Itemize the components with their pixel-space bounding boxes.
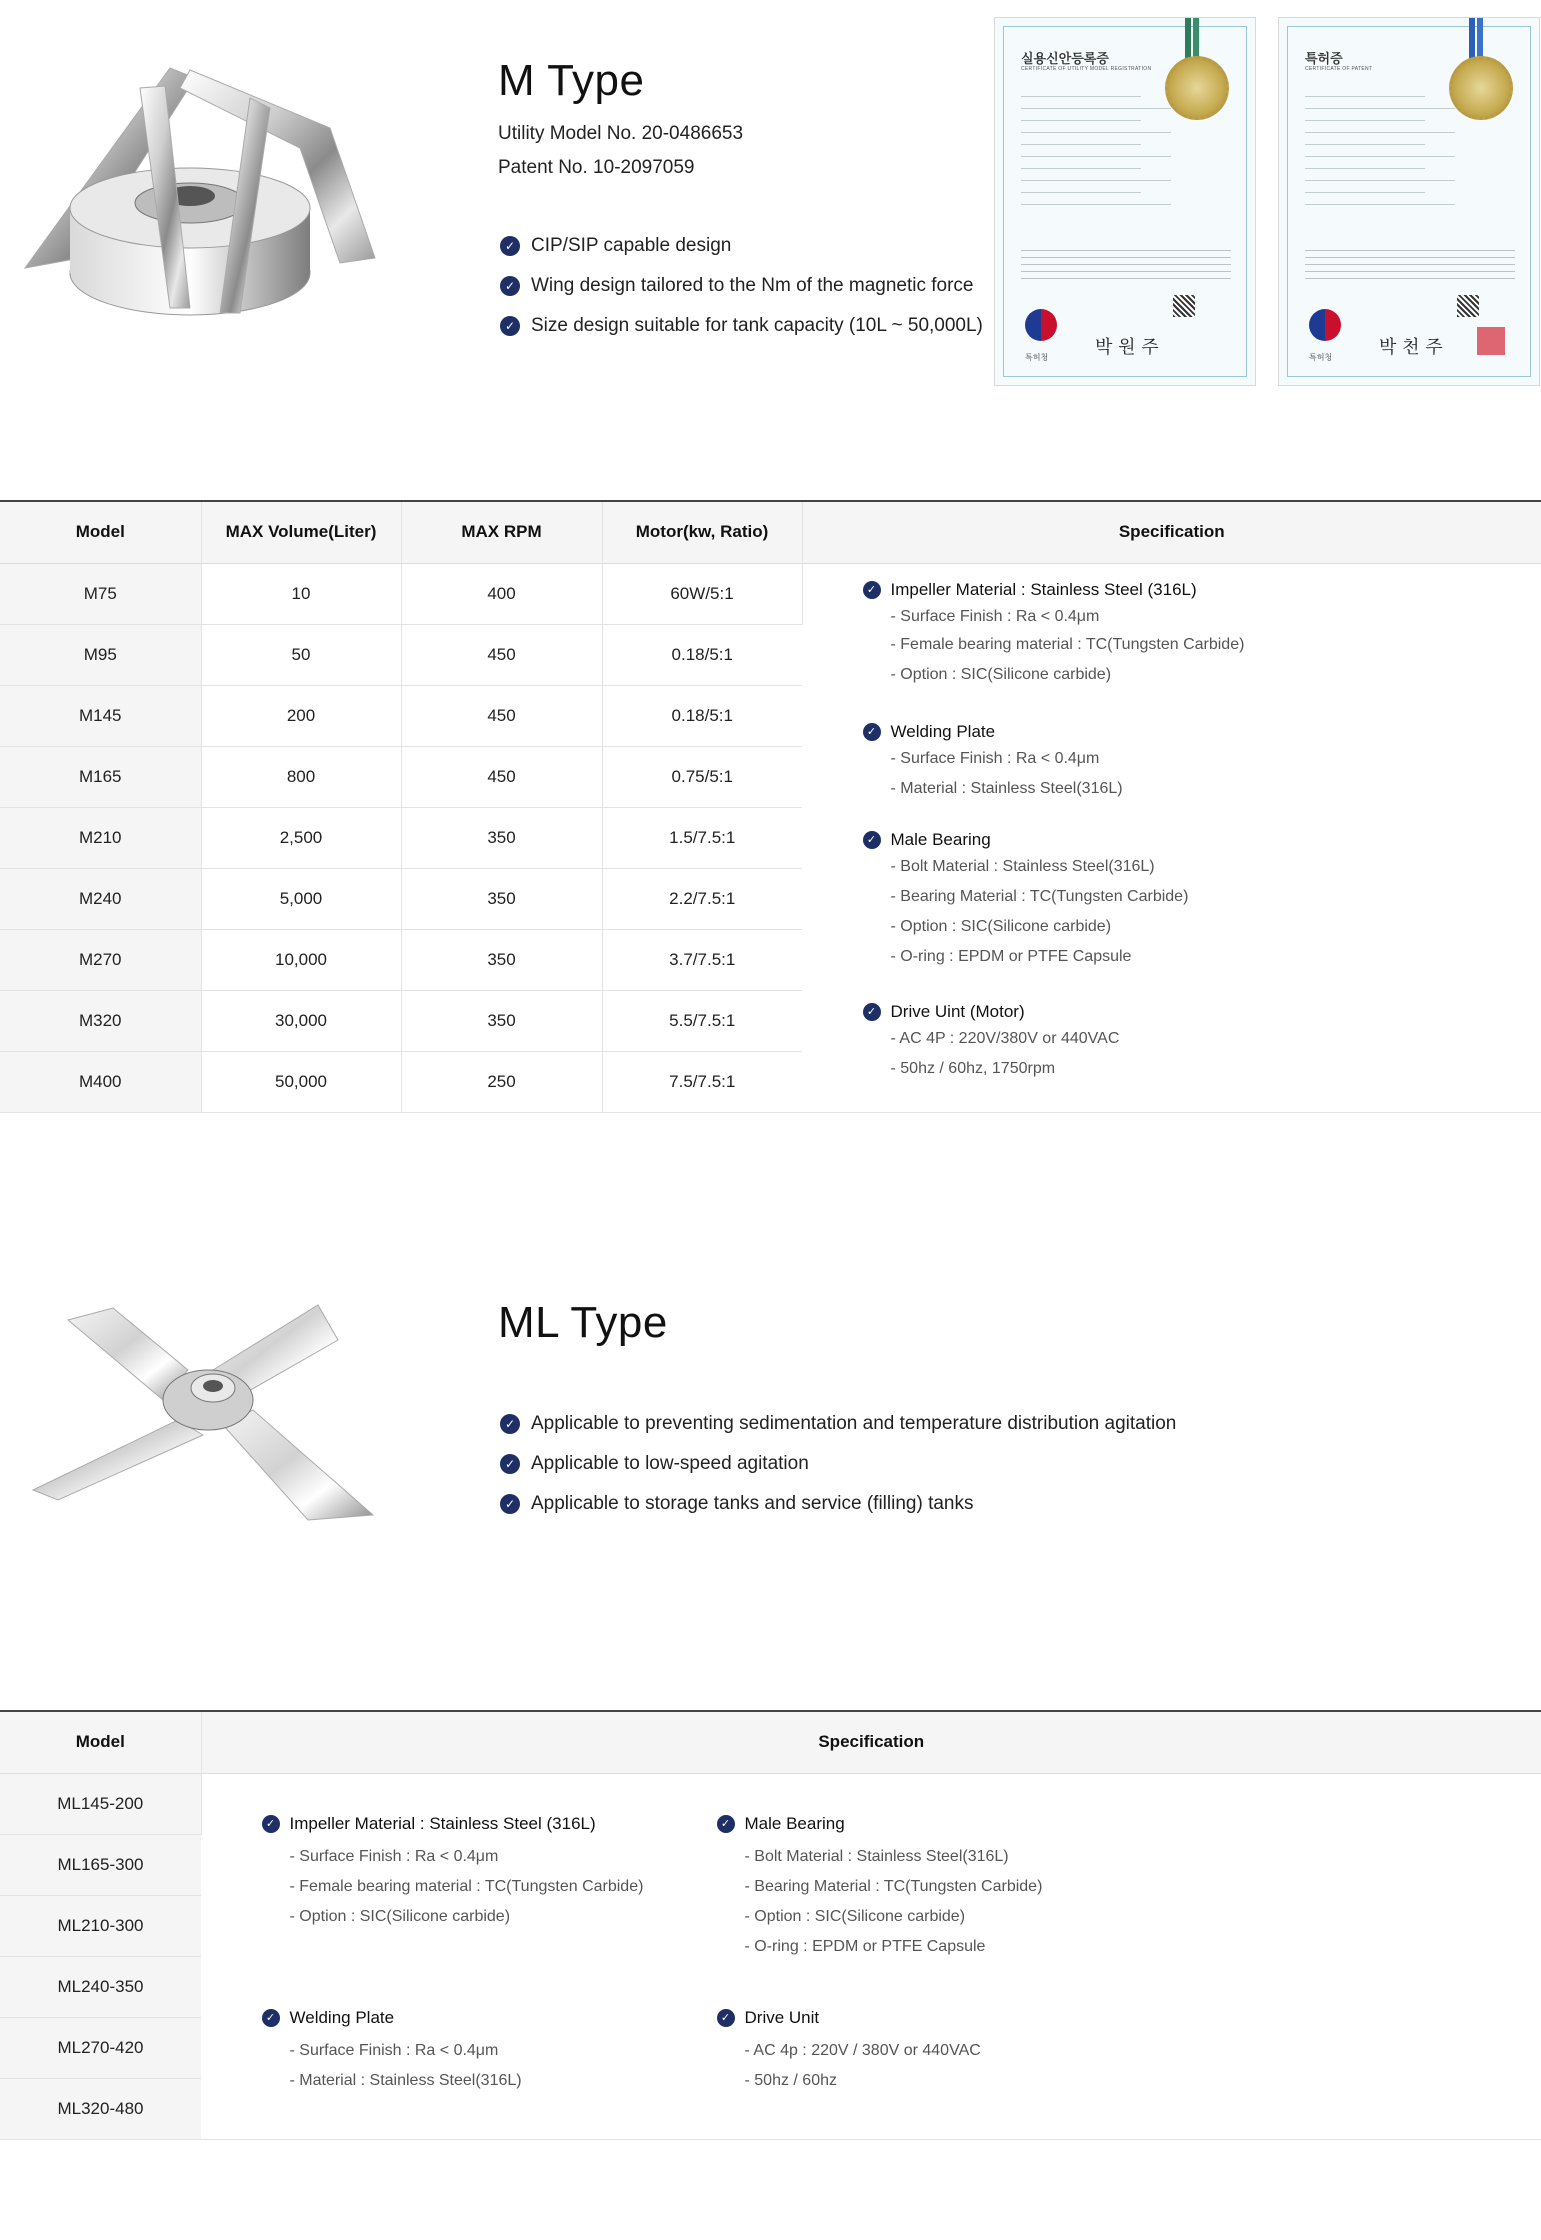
spec-heading: Impeller Material : Stainless Steel (316L): [890, 579, 1197, 599]
spec-heading: Drive Unit: [744, 2007, 820, 2027]
m-type-title: M Type: [498, 56, 645, 105]
certificate-title: 특허증: [1305, 51, 1343, 66]
motor-cell: 0.18/5:1: [602, 685, 802, 746]
rpm-cell: 350: [401, 929, 602, 990]
volume-cell: 10: [201, 563, 401, 624]
spec-group-drive-unit: [863, 1000, 1120, 1078]
feature-item: [500, 1404, 1176, 1444]
spec-group-impeller: [262, 1812, 644, 1926]
spec-item: - Surface Finish : Ra < 0.4μm: [890, 607, 1100, 625]
motor-cell: 60W/5:1: [602, 563, 802, 624]
ml-type-title: ML Type: [498, 1298, 668, 1347]
spec-item: - Surface Finish : Ra < 0.4μm: [289, 1847, 499, 1865]
model-cell: M95: [0, 624, 201, 685]
spec-heading: Welding Plate: [289, 2007, 395, 2027]
spec-item: - Surface Finish : Ra < 0.4μm: [890, 749, 1100, 767]
certificate-title: 실용신안등록증: [1021, 51, 1109, 66]
model-cell: ML320-480: [0, 2078, 201, 2139]
check-icon: ✓: [262, 2009, 280, 2027]
check-icon: ✓: [500, 236, 520, 256]
check-icon: ✓: [717, 1815, 735, 1833]
check-icon: ✓: [500, 1454, 520, 1474]
rpm-cell: 450: [401, 624, 602, 685]
rpm-cell: 350: [401, 868, 602, 929]
rpm-cell: 450: [401, 746, 602, 807]
table-header-row: [0, 1711, 1541, 1773]
motor-cell: 2.2/7.5:1: [602, 868, 802, 929]
m-type-feature-list: [500, 226, 983, 346]
feature-text: Applicable to low-speed agitation: [531, 1453, 809, 1474]
patent-certificate: [1278, 17, 1540, 386]
model-cell: ML210-300: [0, 1895, 201, 1956]
table-row: [0, 563, 1541, 624]
spec-item: - Option : SIC(Silicone carbide): [289, 1907, 511, 1925]
model-cell: M240: [0, 868, 201, 929]
model-cell: M210: [0, 807, 201, 868]
ml-type-spec-table: [0, 1710, 1541, 2140]
volume-cell: 5,000: [201, 868, 401, 929]
certificate-office: 특허청: [1309, 353, 1333, 362]
spec-heading: Male Bearing: [744, 1813, 845, 1833]
qr-code-icon: [1173, 295, 1195, 317]
header-max-volume: MAX Volume(Liter): [201, 501, 401, 563]
spec-item: - Bolt Material : Stainless Steel(316L): [744, 1847, 1009, 1865]
check-icon: ✓: [500, 1414, 520, 1434]
certificate-office: 특허청: [1025, 353, 1049, 362]
check-icon: ✓: [500, 276, 520, 296]
spec-group-welding-plate: [863, 720, 1123, 798]
feature-item: [500, 266, 983, 306]
header-model: Model: [0, 501, 201, 563]
spec-group-drive-unit: [717, 2006, 981, 2090]
utility-model-certificate: [994, 17, 1256, 386]
qr-code-icon: [1457, 295, 1479, 317]
m-type-spec-table: [0, 500, 1541, 1113]
spec-heading: Male Bearing: [890, 829, 991, 849]
m-type-impeller-image: [20, 58, 385, 343]
feature-text: Size design suitable for tank capacity (10L ~ 50,000L): [531, 315, 983, 336]
model-cell: ML165-300: [0, 1834, 201, 1895]
motor-cell: 3.7/7.5:1: [602, 929, 802, 990]
check-icon: ✓: [863, 581, 881, 599]
spec-heading: Drive Uint (Motor): [890, 1001, 1025, 1021]
feature-text: Applicable to storage tanks and service (filling) tanks: [531, 1493, 974, 1514]
check-icon: ✓: [500, 316, 520, 336]
spec-item: - Bearing Material : TC(Tungsten Carbide): [890, 887, 1189, 905]
spec-group-welding-plate: [262, 2006, 522, 2090]
spec-group-impeller: [863, 578, 1245, 684]
kipo-emblem-icon: [1309, 309, 1341, 341]
model-cell: ML240-350: [0, 1956, 201, 2017]
spec-item: - O-ring : EPDM or PTFE Capsule: [744, 1937, 986, 1955]
spec-item: - Option : SIC(Silicone carbide): [890, 665, 1112, 683]
utility-model-number: Utility Model No. 20-0486653: [498, 123, 744, 144]
volume-cell: 2,500: [201, 807, 401, 868]
feature-item: [500, 1484, 1176, 1524]
spec-group-male-bearing: [863, 828, 1189, 966]
certificate-subtitle: CERTIFICATE OF UTILITY MODEL REGISTRATION: [1021, 66, 1152, 72]
spec-item: - 50hz / 60hz, 1750rpm: [890, 1059, 1056, 1077]
feature-text: Wing design tailored to the Nm of the magnetic force: [531, 275, 974, 296]
motor-cell: 1.5/7.5:1: [602, 807, 802, 868]
header-specification: Specification: [201, 1711, 1541, 1773]
certificate-subtitle: CERTIFICATE OF PATENT: [1305, 66, 1373, 72]
spec-item: - O-ring : EPDM or PTFE Capsule: [890, 947, 1132, 965]
rpm-cell: 250: [401, 1051, 602, 1112]
ml-type-impeller-image: [28, 1300, 378, 1525]
model-cell: M75: [0, 563, 201, 624]
header-motor: Motor(kw, Ratio): [602, 501, 802, 563]
certificate-signature: 박 원 주: [1095, 337, 1159, 358]
volume-cell: 800: [201, 746, 401, 807]
model-cell: M320: [0, 990, 201, 1051]
spec-item: - Bolt Material : Stainless Steel(316L): [890, 857, 1155, 875]
spec-item: - Bearing Material : TC(Tungsten Carbide): [744, 1877, 1043, 1895]
red-stamp-icon: [1477, 327, 1505, 355]
check-icon: ✓: [863, 1003, 881, 1021]
spec-item: - Option : SIC(Silicone carbide): [890, 917, 1112, 935]
ml-type-feature-list: [500, 1404, 1176, 1524]
rpm-cell: 350: [401, 807, 602, 868]
gold-seal-icon: [1449, 56, 1513, 120]
spec-item: - Material : Stainless Steel(316L): [890, 779, 1123, 797]
check-icon: ✓: [717, 2009, 735, 2027]
specification-cell: [201, 1773, 1541, 2139]
header-model: Model: [0, 1711, 201, 1773]
volume-cell: 50,000: [201, 1051, 401, 1112]
gold-seal-icon: [1165, 56, 1229, 120]
volume-cell: 30,000: [201, 990, 401, 1051]
check-icon: ✓: [500, 1494, 520, 1514]
volume-cell: 200: [201, 685, 401, 746]
feature-item: [500, 226, 983, 266]
volume-cell: 10,000: [201, 929, 401, 990]
check-icon: ✓: [863, 831, 881, 849]
spec-item: - Material : Stainless Steel(316L): [289, 2071, 522, 2089]
table-header-row: [0, 501, 1541, 563]
kipo-emblem-icon: [1025, 309, 1057, 341]
table-row: [0, 1773, 1541, 1834]
check-icon: ✓: [863, 723, 881, 741]
spec-item: - 50hz / 60hz: [744, 2071, 837, 2089]
feature-text: CIP/SIP capable design: [531, 235, 732, 256]
spec-item: - Surface Finish : Ra < 0.4μm: [289, 2041, 499, 2059]
rpm-cell: 350: [401, 990, 602, 1051]
spec-item: - Female bearing material : TC(Tungsten Carbide): [289, 1877, 644, 1895]
specification-cell: [802, 563, 1541, 1112]
model-cell: ML145-200: [0, 1773, 201, 1834]
patent-number: Patent No. 10-2097059: [498, 157, 695, 178]
spec-item: - Option : SIC(Silicone carbide): [744, 1907, 966, 1925]
certificate-signature: 박 천 주: [1379, 337, 1443, 358]
model-cell: M145: [0, 685, 201, 746]
model-cell: M400: [0, 1051, 201, 1112]
spec-heading: Impeller Material : Stainless Steel (316L): [289, 1813, 596, 1833]
check-icon: ✓: [262, 1815, 280, 1833]
volume-cell: 50: [201, 624, 401, 685]
motor-cell: 0.75/5:1: [602, 746, 802, 807]
rpm-cell: 400: [401, 563, 602, 624]
spec-item: - AC 4p : 220V / 380V or 440VAC: [744, 2041, 981, 2059]
spec-item: - Female bearing material : TC(Tungsten Carbide): [890, 635, 1245, 653]
model-cell: M165: [0, 746, 201, 807]
header-max-rpm: MAX RPM: [401, 501, 602, 563]
spec-group-male-bearing: [717, 1812, 1043, 1956]
model-cell: ML270-420: [0, 2017, 201, 2078]
motor-cell: 0.18/5:1: [602, 624, 802, 685]
motor-cell: 7.5/7.5:1: [602, 1051, 802, 1112]
feature-item: [500, 306, 983, 346]
spec-item: - AC 4P : 220V/380V or 440VAC: [890, 1029, 1120, 1047]
motor-cell: 5.5/7.5:1: [602, 990, 802, 1051]
spec-heading: Welding Plate: [890, 721, 996, 741]
feature-item: [500, 1444, 1176, 1484]
rpm-cell: 450: [401, 685, 602, 746]
model-cell: M270: [0, 929, 201, 990]
header-specification: Specification: [802, 501, 1541, 563]
feature-text: Applicable to preventing sedimentation and temperature distribution agitation: [531, 1413, 1177, 1434]
